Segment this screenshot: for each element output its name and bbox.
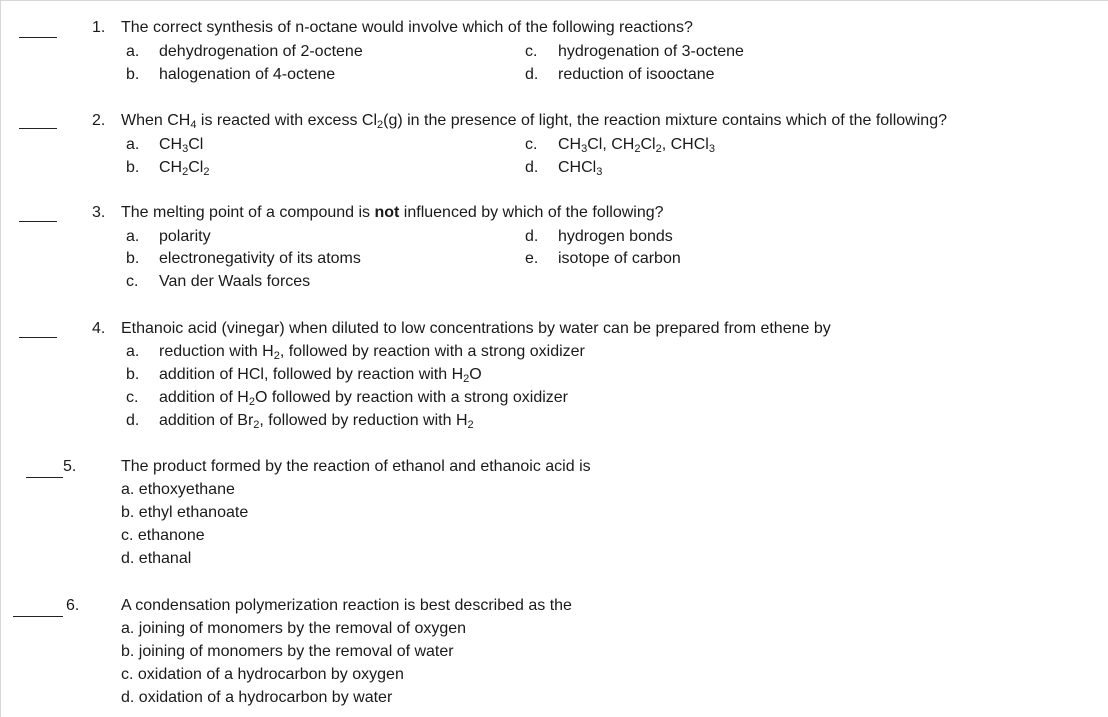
- question-number: 3.: [92, 204, 106, 221]
- choice-text: a. joining of monomers by the removal of oxygen: [121, 620, 467, 637]
- choice-text: reduction of isooctane: [558, 66, 715, 83]
- choice-text: $CH_3Cl$: [159, 136, 204, 155]
- question-stem: A condensation polymerization reaction is best described as the: [121, 597, 572, 614]
- choice-letter: d.: [525, 228, 539, 245]
- page-top-border: [0, 0, 1108, 1]
- choice-text: polarity: [159, 228, 211, 245]
- choice-letter: a.: [126, 43, 140, 60]
- choice-text: dehydrogenation of 2-octene: [159, 43, 363, 60]
- choice-text: addition of $H_2O$ followed by reaction with a strong oxidizer: [159, 389, 569, 408]
- choice-letter: e.: [525, 250, 539, 267]
- choice-text: c. ethanone: [121, 527, 205, 544]
- choice-text: addition of $Br_2$, followed by reduction with $H_2$: [159, 412, 474, 431]
- question-stem: The product formed by the reaction of ethanol and ethanoic acid is: [121, 458, 591, 475]
- choice-text: d. ethanal: [121, 550, 192, 567]
- choice-text: hydrogenation of 3-octene: [558, 43, 744, 60]
- choice-text: reduction with $H_2$, followed by reaction with a strong oxidizer: [159, 343, 585, 362]
- choice-letter: c.: [126, 273, 139, 290]
- choice-text: hydrogen bonds: [558, 228, 673, 245]
- question-number: 4.: [92, 320, 106, 337]
- choice-text: $CH_2Cl_2$: [159, 159, 210, 178]
- choice-text: a. ethoxyethane: [121, 481, 235, 498]
- question-number: 6.: [66, 597, 80, 614]
- choice-letter: b.: [126, 366, 140, 383]
- choice-text: addition of HCl, followed by reaction with $H_2O$: [159, 366, 482, 385]
- choice-letter: d.: [126, 412, 140, 429]
- choice-text: CHCl$_3$: [558, 159, 603, 178]
- choice-text: isotope of carbon: [558, 250, 681, 267]
- answer-blank-4[interactable]: [19, 337, 57, 338]
- choice-text: b. ethyl ethanoate: [121, 504, 249, 521]
- answer-blank-5[interactable]: [26, 477, 63, 478]
- question-number: 1.: [92, 19, 106, 36]
- choice-text: halogenation of 4-octene: [159, 66, 336, 83]
- question-stem: The correct synthesis of n-octane would involve which of the following reactions?: [121, 19, 693, 36]
- choice-text: d. oxidation of a hydrocarbon by water: [121, 689, 393, 706]
- answer-blank-6[interactable]: [13, 616, 63, 617]
- choice-letter: d.: [525, 66, 539, 83]
- choice-letter: b.: [126, 66, 140, 83]
- choice-letter: c.: [525, 136, 538, 153]
- question-stem: Ethanoic acid (vinegar) when diluted to low concentrations by water can be prepared from ethene by: [121, 320, 831, 337]
- choice-letter: a.: [126, 343, 140, 360]
- choice-letter: a.: [126, 136, 140, 153]
- choice-letter: c.: [525, 43, 538, 60]
- choice-text: c. oxidation of a hydrocarbon by oxygen: [121, 666, 404, 683]
- choice-letter: b.: [126, 159, 140, 176]
- question-number: 5.: [63, 458, 77, 475]
- choice-text: b. joining of monomers by the removal of water: [121, 643, 454, 660]
- choice-letter: c.: [126, 389, 139, 406]
- choice-text: Van der Waals forces: [159, 273, 311, 290]
- answer-blank-3[interactable]: [19, 221, 57, 222]
- choice-text: $CH_3Cl$, $CH_2Cl_2$, CHCl$_3$: [558, 136, 715, 155]
- choice-letter: a.: [126, 228, 140, 245]
- choice-text: electronegativity of its atoms: [159, 250, 361, 267]
- question-stem: The melting point of a compound is not influenced by which of the following?: [121, 204, 664, 221]
- page-left-border: [0, 0, 1, 717]
- choice-letter: d.: [525, 159, 539, 176]
- choice-letter: b.: [126, 250, 140, 267]
- answer-blank-1[interactable]: [19, 37, 57, 38]
- question-stem: When $CH_4$ is reacted with excess $Cl_2(g)$ in the presence of light, the reaction mixture contains which of the following?: [121, 112, 947, 131]
- answer-blank-2[interactable]: [19, 128, 57, 129]
- question-number: 2.: [92, 112, 106, 129]
